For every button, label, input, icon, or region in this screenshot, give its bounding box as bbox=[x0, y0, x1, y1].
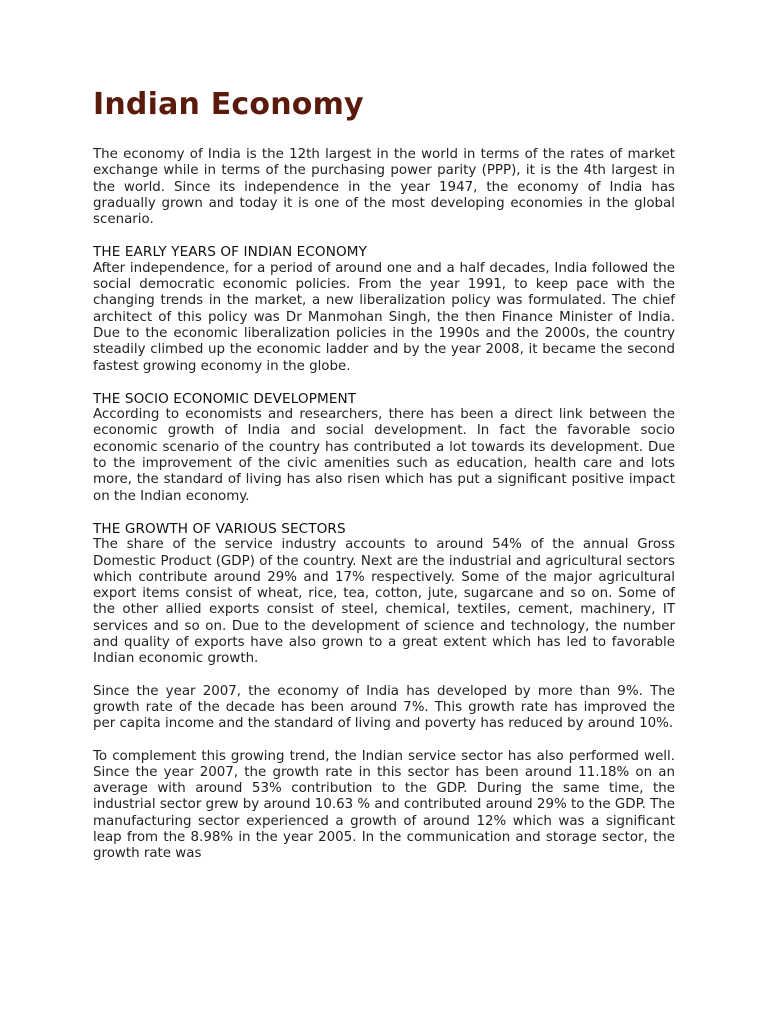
document-page bbox=[93, 86, 675, 879]
section-paragraph: The share of the service industry accounts to around 54% of the annual Gross Domestic Product (GDP) of the country. Next are the industrial and agricultural sectors which contribute around 29% and 17% respectively. Some of the major agricultural export items consist of wheat, rice, tea, cotton, jute, sugarcane and so on. Some of the other allied exports consist of steel, chemical, textiles, cement, machinery, IT services and so on. Due to the development of science and technology, the number and quality of exports have also grown to a great extent which has led to favorable Indian economic growth. bbox=[93, 537, 675, 667]
section-socio-economic bbox=[93, 391, 675, 505]
section-paragraph: According to economists and researchers, there has been a direct link between the economic growth of India and social development. In fact the favorable socio economic scenario of the country has contributed a lot towards its development. Due to the improvement of the civic amenities such as education, health care and lots more, the standard of living has also risen which has put a significant positive impact on the Indian economy. bbox=[93, 407, 675, 504]
section-growth-sectors bbox=[93, 521, 675, 863]
section-heading: THE GROWTH OF VARIOUS SECTORS bbox=[93, 520, 346, 537]
section-heading: THE EARLY YEARS OF INDIAN ECONOMY bbox=[93, 244, 368, 261]
section-heading: THE SOCIO ECONOMIC DEVELOPMENT bbox=[93, 390, 357, 407]
section-paragraph: After independence, for a period of around one and a half decades, India followed the social democratic economic policies. From the year 1991, to keep pace with the changing trends in the market, a new liberalization policy was formulated. The chief architect of this policy was Dr Manmohan Singh, the then Finance Minister of India. Due to the economic liberalization policies in the 1990s and the 2000s, the country steadily climbed up the economic ladder and by the year 2008, it became the second fastest growing economy in the globe. bbox=[93, 260, 675, 374]
intro-paragraph: The economy of India is the 12th largest in the world in terms of the rates of market exchange while in terms of the purchasing power parity (PPP), it is the 4th largest in the world. Since its independence in the year 1947, the economy of India has gradually grown and today it is one of the most developing economies in the global scenario. bbox=[93, 147, 675, 228]
section-early-years bbox=[93, 244, 675, 374]
section-paragraph: To complement this growing trend, the Indian service sector has also performed well. Since the year 2007, the growth rate in this sector has been around 11.18% on an average with around 53% contribution to the GDP. During the same time, the industrial sector grew by around 10.63 % and contributed around 29% to the GDP. The manufacturing sector experienced a growth of around 12% which was a significant leap from the 8.98% in the year 2005. In the communication and storage sector, the growth rate was bbox=[93, 748, 675, 862]
section-paragraph: Since the year 2007, the economy of India has developed by more than 9%. The growth rate of the decade has been around 7%. This growth rate has improved the per capita income and the standard of living and poverty has reduced by around 10%. bbox=[93, 683, 675, 732]
document-title: Indian Economy bbox=[93, 87, 364, 122]
